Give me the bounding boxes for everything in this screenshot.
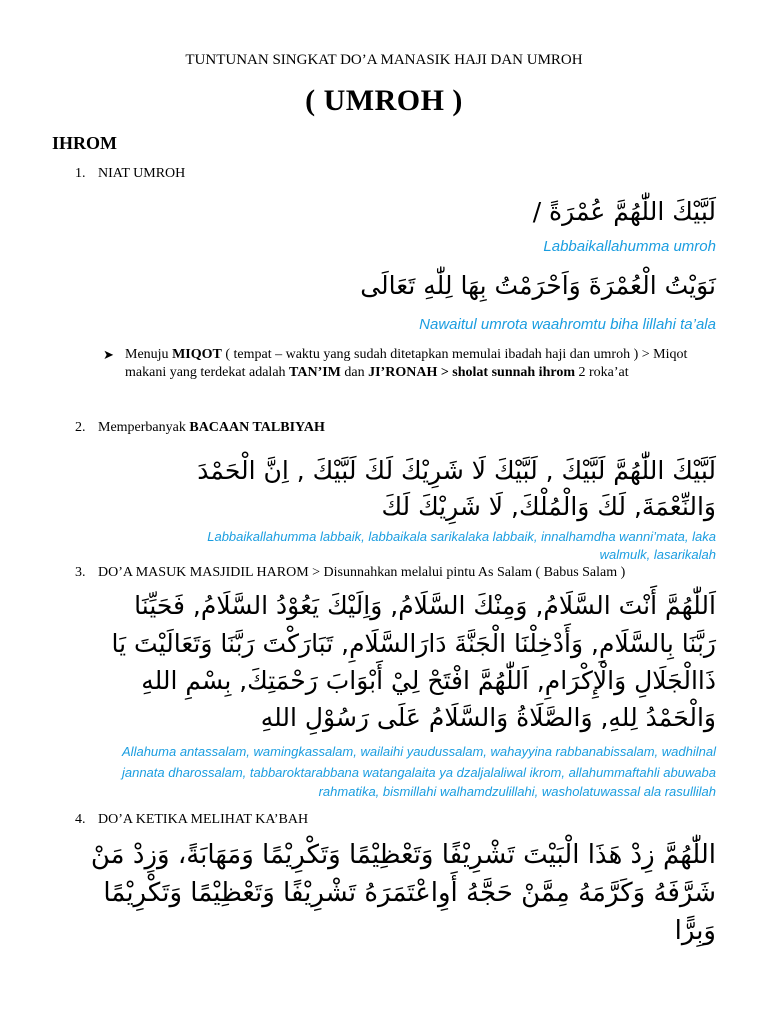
section-heading: IHROM xyxy=(52,133,117,153)
document-title: TUNTUNAN SINGKAT DO’A MANASIK HAJI DAN UMROH xyxy=(185,52,583,68)
list-item-4 xyxy=(75,812,308,828)
kabah-arabic-3: وَبِرًّا xyxy=(674,916,716,946)
kabah-arabic-2: شَرَّفَهُ وَكَرَّمَهُ مِمَّنْ حَجَّهُ أَوِاعْتَمَرَهُ تَشْرِيْفًا وَتَعْظِيْمًا وَتَكْرِيْمًا xyxy=(103,878,716,908)
masjid-translit-2: jannata dharossalam, tabbaroktarabbana watangalaita ya dzaljalaliwal ikrom, allahummaftahli abuwaba xyxy=(121,765,716,780)
niat-arabic-1: لَبَّيْكَ اللّٰهُمَّ عُمْرَةً / xyxy=(532,197,716,226)
list-item-3 xyxy=(75,565,625,581)
list-item-2 xyxy=(75,420,325,436)
talbiyah-translit-1: Labbaikallahumma labbaik, labbaikala sarikalaka labbaik, innalhamdha wanni’mata, laka xyxy=(207,529,716,544)
niat-arabic-2: نَوَيْتُ الْعُمْرَةَ وَاَحْرَمْتُ بِهَا لِلّٰهِ تَعَالَى xyxy=(360,271,716,300)
masjid-translit-3: rahmatika, bismillahi walhamdzulillahi, washolatuwassal ala rasullilah xyxy=(318,784,716,799)
item-label: Memperbanyak xyxy=(98,420,190,435)
item-number: 2. xyxy=(75,420,86,435)
masjid-arabic-4: وَالْحَمْدُ لِلهِ, وَالصَّلَاةُ وَالسَّلَامُ عَلَى رَسُوْلِ اللهِ xyxy=(260,703,716,732)
item-label: DO’A MASUK MASJIDIL HAROM > Disunnahkan melalui pintu As Salam ( Babus Salam ) xyxy=(98,565,626,580)
arrow-bullet-icon: ➤ xyxy=(103,347,114,362)
item-number: 4. xyxy=(75,812,86,827)
talbiyah-arabic-1: لَبَّيْكَ اللّٰهُمَّ لَبَّيْكَ , لَبَّيْكَ لَا شَرِيْكَ لَكَ لَبَّيْكَ , اِنَّ الْحَمْدَ xyxy=(197,456,716,485)
item-label: DO’A KETIKA MELIHAT KA’BAH xyxy=(98,812,309,827)
document-subtitle: ( UMROH ) xyxy=(305,84,463,117)
kabah-arabic-1: اللّٰهُمَّ زِدْ هَذَا الْبَيْتَ تَشْرِيْفًا وَتَعْظِيْمًا وَتَكْرِيْمًا وَمَهَابَةً، وَزِدْ مَنْ xyxy=(90,840,716,870)
masjid-arabic-2: رَبَّنَا بِالسَّلَامِ, وَأَدْخِلْنَا الْجَنَّةَ دَارَالسَّلَامِ, تَبَارَكْتَ رَبَّنَا وَتَعَالَيْتَ يَا xyxy=(111,629,716,658)
talbiyah-translit-2: walmulk, lasarikalah xyxy=(599,547,716,562)
niat-translit-1: Labbaikallahumma umroh xyxy=(543,238,716,255)
miqot-bullet xyxy=(103,346,718,382)
item-number: 3. xyxy=(75,565,86,580)
bullet-text: Menuju MIQOT ( tempat – waktu yang sudah ditetapkan memulai ibadah haji dan umroh ) > Miqot makani yang terdekat adalah TAN’IM dan JI’RONAH > sholat sunnah ihrom 2 roka’at xyxy=(125,347,688,380)
masjid-arabic-1: اَللّٰهُمَّ أَنْتَ السَّلَامُ, وَمِنْكَ السَّلَامُ, وَاِلَيْكَ يَعُوْدُ السَّلَامُ, فَحَيِّنَا xyxy=(134,591,716,620)
item-number: 1. xyxy=(75,166,86,181)
masjid-arabic-3: ذَاالْجَلَالِ وَالْإِكْرَامِ, اَللّٰهُمَّ افْتَحْ لِيْ أَبْوَابَ رَحْمَتِكَ, بِسْمِ اللهِ xyxy=(141,666,716,695)
list-item-1 xyxy=(75,166,185,182)
item-label-bold: BACAAN TALBIYAH xyxy=(189,420,325,435)
masjid-translit-1: Allahuma antassalam, wamingkassalam, wailaihi yaudussalam, wahayyina rabbanabissalam, wadhilnal xyxy=(122,744,716,759)
niat-translit-2: Nawaitul umrota waahromtu biha lillahi ta’ala xyxy=(419,316,716,333)
talbiyah-arabic-2: وَالنِّعْمَةَ, لَكَ وَالْمُلْكَ, لَا شَرِيْكَ لَكَ xyxy=(381,492,716,521)
item-label: NIAT UMROH xyxy=(98,166,186,181)
